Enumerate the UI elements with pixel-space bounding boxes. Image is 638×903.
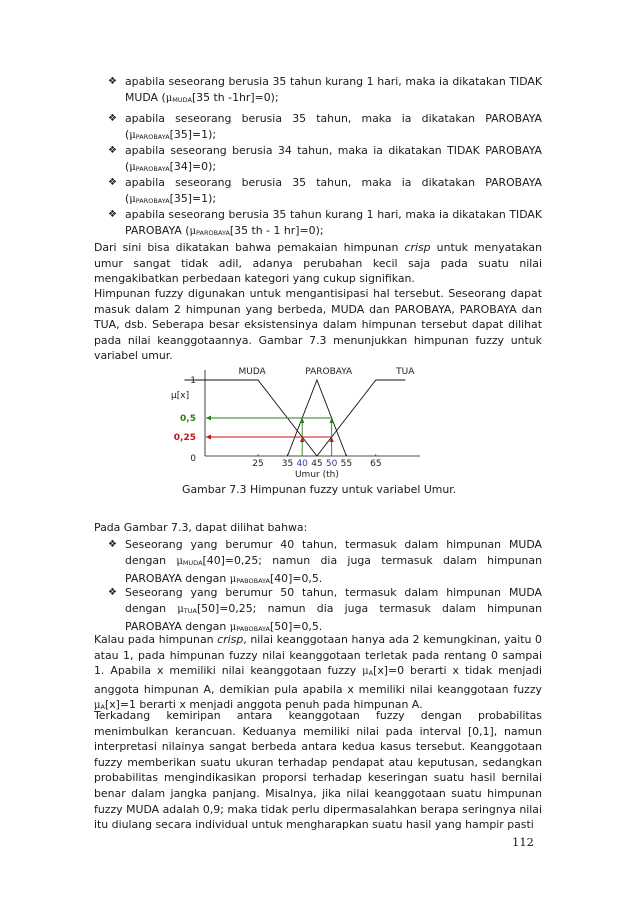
arrow-head-icon: [206, 435, 211, 440]
text-run: Seseorang yang berumur 40 tahun, termasuk dalam himpunan MUDA dengan: [125, 538, 542, 567]
mu-symbol: μ: [177, 603, 184, 615]
text-run: untuk menyatakan umur sangat tidak adil, adanya perubahan kecil saja pada suatu nilai mengakibatkan perbedaan kategori yang cukup signifikan.: [94, 241, 542, 286]
y-tick-label: 0,25: [173, 433, 196, 443]
text-run: [x]=0 berarti x tidak menjadi anggota himpunan A, demikian pula apabila x memiliki nilai keanggotaan fuzzy: [94, 664, 542, 696]
subscript: PAROBAYA: [196, 228, 230, 237]
text-run: [40]=0,5.: [269, 572, 323, 586]
arrow-up-icon: [300, 418, 304, 423]
bullet-tail: [35 th - 1 hr]=0);: [229, 223, 324, 237]
text-run: Kalau pada himpunan: [94, 633, 218, 646]
bullet-tail: [35]=1);: [169, 127, 216, 141]
subscript: PABOBAYA: [236, 625, 270, 634]
fuzzy-membership-chart: [160, 360, 460, 490]
x-axis-label: Umur (th): [294, 470, 339, 480]
text-run: [50]=0,25; namun dia juga termasuk dalam himpunan PAROBAYA dengan: [125, 601, 543, 634]
x-tick-label: 50: [325, 459, 338, 469]
bullet-tail: [35]=1);: [169, 191, 216, 205]
diamond-bullet-icon: ❖: [108, 209, 117, 220]
mu-symbol: μ: [94, 700, 101, 712]
diamond-bullet-icon: ❖: [108, 145, 117, 156]
mu-symbol: μ: [229, 574, 237, 586]
text-run: [40]=0,25; namun dia juga termasuk dalam himpunan PAROBAYA dengan: [125, 553, 542, 586]
series-label: TUA: [396, 367, 415, 377]
diamond-bullet-icon: ❖: [108, 113, 117, 124]
bullet-text: apabila seseorang berusia 35 tahun, maka ia dikatakan PAROBAYA (: [125, 176, 542, 205]
bullet-item: [108, 175, 542, 209]
page-number: 112: [512, 835, 534, 849]
mu-symbol: μ: [129, 161, 136, 173]
subscript: PAROBAYA: [135, 132, 170, 141]
subscript: TUA: [183, 606, 197, 615]
subscript: PAROBAYA: [135, 164, 170, 173]
y-axis-label: μ[x]: [171, 391, 190, 402]
mu-symbol: μ: [176, 555, 183, 567]
subscript: A: [368, 669, 374, 678]
y-tick-label: 1: [190, 376, 196, 386]
paragraph: Pada Gambar 7.3, dapat dilihat bahwa:: [94, 521, 308, 534]
text-run: , nilai keanggotaan hanya ada 2 kemungkinan, yaitu 0 atau 1, pada himpunan fuzzy nilai keanggotaan terletak pada rentang 0 sampai 1. Apabila x memiliki nilai keanggotaan fuzzy: [94, 633, 542, 678]
subscript: PAROBAYA: [135, 196, 170, 205]
figure-caption: Gambar 7.3 Himpunan fuzzy untuk variabel Umur.: [182, 483, 457, 496]
subscript: A: [100, 703, 105, 712]
mu-symbol: μ: [229, 622, 237, 634]
paragraph: Terkadang kemiripan antara keanggotaan fuzzy dengan probabilitas menimbulkan kerancuan. Keduanya memiliki nilai pada interval [0,1], namun interpretasi nilainya sangat berbeda antara kedua kasus tersebut. Keanggotaan fuzzy memberikan suatu ukuran terhadap pendapat atau keputusan, sedangkan probabilitas mengindikasikan proporsi terhadap keseringan suatu hasil bernilai benar dalam jangka panjang. Misalnya, jika nilai keanggotaan suatu himpunan fuzzy MUDA adalah 0,9; maka tidak perlu dipermasalahkan berapa seringnya nilai itu diulang secara individual untuk mengharapkan suatu hasil yang hampir pasti: [94, 709, 542, 832]
x-tick-label: 45: [311, 459, 323, 469]
text-run: [50]=0,5.: [269, 620, 323, 634]
x-tick-label: 40: [296, 459, 308, 469]
bullet-item: [108, 585, 542, 638]
bullet-item: [108, 74, 542, 108]
bullet-tail: [35 th -1hr]=0);: [191, 90, 279, 104]
paragraph: Himpunan fuzzy digunakan untuk mengantisipasi hal tersebut. Seseorang dapat masuk dalam 2 himpunan yang berbeda, MUDA dan PAROBAYA, PAROBAYA dan TUA, dsb. Seberapa besar eksistensinya dalam himpunan tersebut dapat dilihat pada nilai keanggotaannya. Gambar 7.3 menunjukkan himpunan fuzzy untuk variabel umur.: [94, 287, 542, 363]
y-tick-label: 0,5: [180, 414, 196, 424]
bullet-item: [108, 143, 542, 177]
text-run: Seseorang yang berumur 50 tahun, termasuk dalam himpunan MUDA dengan: [125, 586, 542, 615]
diamond-bullet-icon: ❖: [108, 177, 117, 188]
paragraph: [94, 632, 542, 716]
bullet-item: [108, 537, 542, 590]
bullet-tail: [34]=0);: [169, 159, 216, 173]
bullet-item: [108, 207, 542, 241]
bullet-text: apabila seseorang berusia 34 tahun, maka ia dikatakan TIDAK PAROBAYA (: [125, 144, 542, 173]
paragraph: [94, 240, 542, 287]
x-tick-label: 55: [340, 459, 353, 469]
mu-symbol: μ: [362, 666, 369, 678]
text-run: Dari sini bisa dikatakan bahwa pemakaian himpunan: [94, 241, 405, 254]
subscript: PABOBAYA: [236, 577, 270, 586]
italic-term: crisp: [217, 633, 244, 646]
arrow-up-icon: [329, 418, 333, 423]
bullet-item: [108, 111, 542, 145]
diamond-bullet-icon: ❖: [108, 539, 117, 550]
subscript: MUDA: [172, 95, 192, 104]
series-label: PAROBAYA: [305, 367, 353, 377]
mu-symbol: μ: [189, 225, 197, 237]
x-tick-label: 65: [370, 459, 382, 469]
italic-term: crisp: [404, 241, 431, 254]
arrow-head-icon: [206, 416, 211, 421]
mu-symbol: μ: [129, 129, 136, 141]
bullet-text: apabila seseorang berusia 35 tahun, maka ia dikatakan PAROBAYA (: [125, 112, 542, 141]
x-tick-label: 35: [281, 459, 294, 469]
diamond-bullet-icon: ❖: [108, 587, 117, 598]
bullet-text: apabila seseorang berusia 35 tahun kurang 1 hari, maka ia dikatakan TIDAK PAROBAYA (: [125, 208, 542, 237]
bullet-text: apabila seseorang berusia 35 tahun kurang 1 hari, maka ia dikatakan TIDAK MUDA (: [125, 75, 542, 104]
y-tick-label: 0: [190, 454, 196, 464]
mu-symbol: μ: [129, 193, 136, 205]
x-tick-label: 25: [252, 459, 264, 469]
subscript: MUDA: [182, 558, 203, 567]
diamond-bullet-icon: ❖: [108, 76, 117, 87]
mu-symbol: μ: [165, 92, 173, 104]
text-run: [x]=1 berarti x menjadi anggota penuh pada himpunan A.: [104, 698, 423, 712]
series-label: MUDA: [238, 367, 266, 377]
